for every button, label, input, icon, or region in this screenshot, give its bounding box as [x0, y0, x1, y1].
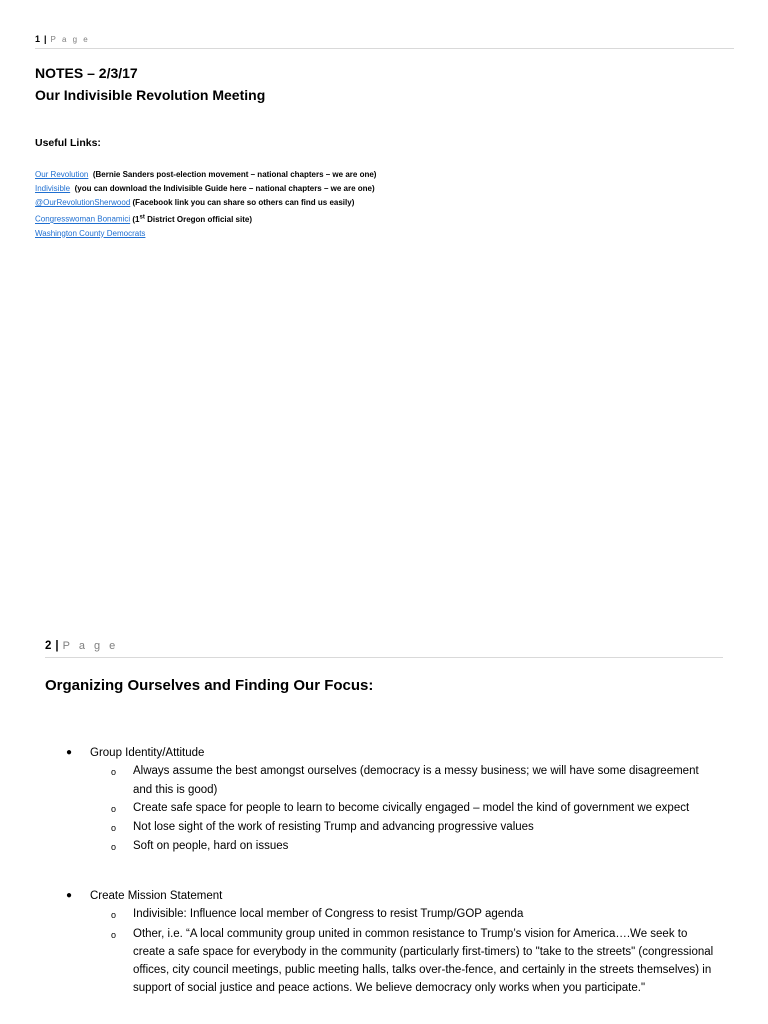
page-word: P a g e	[50, 35, 90, 44]
page-separator: |	[44, 34, 47, 44]
sub-item-text: Other, i.e. “A local community group united in common resistance to Trump’s vision for America….We seek to create a safe space for everybody in the community (particularly first-timers) to "take to the streets" (congressional offices, city council meetings, public meeting halls, talks over-the-fence, and certainly in the streets themselves) in support of social justice and peace actions. We believe democracy only works when you participate."	[133, 927, 714, 995]
bullet-label: Group Identity/Attitude	[90, 747, 205, 759]
bullet-group-identity	[66, 744, 716, 857]
link-row-washington-county	[35, 227, 376, 241]
circle-bullet-icon: o	[111, 929, 117, 940]
congresswoman-bonamici-link[interactable]: Congresswoman Bonamici	[35, 214, 131, 224]
page-number: 2	[45, 640, 52, 652]
circle-bullet-icon: o	[111, 910, 117, 921]
our-revolution-link[interactable]: Our Revolution	[35, 170, 89, 179]
page-header	[35, 34, 90, 44]
notes-title: NOTES – 2/3/17	[35, 65, 138, 81]
page-separator: |	[55, 640, 59, 652]
page-2	[0, 620, 768, 1024]
link-row-congresswoman	[35, 210, 376, 227]
bullet-dot-icon: ●	[66, 747, 73, 758]
facebook-page-link[interactable]: @OurRevolutionSherwood	[35, 198, 131, 207]
page-header	[45, 640, 118, 652]
page-number: 1	[35, 34, 41, 44]
ordinal-suffix: st	[139, 214, 145, 220]
circle-bullet-icon: o	[111, 803, 117, 814]
sub-item-text: Create safe space for people to learn to become civically engaged – model the kind of government we expect	[133, 801, 690, 814]
useful-links-list	[35, 168, 376, 241]
page-word: P a g e	[62, 640, 119, 652]
sub-item	[111, 905, 716, 924]
useful-links-heading: Useful Links:	[35, 137, 101, 149]
link-description-post: District Oregon official site)	[144, 214, 252, 224]
sub-item-text: Soft on people, hard on issues	[133, 840, 289, 853]
link-row-our-revolution	[35, 168, 376, 182]
header-rule	[45, 657, 723, 658]
link-description: (Bernie Sanders post-election movement – national chapters – we are one)	[92, 170, 377, 179]
indivisible-link[interactable]: Indivisible	[35, 184, 71, 193]
meeting-title: Our Indivisible Revolution Meeting	[35, 87, 266, 103]
link-row-indivisible	[35, 182, 376, 196]
sub-item-text: Indivisible: Influence local member of Congress to resist Trump/GOP agenda	[133, 908, 524, 921]
link-description-pre: (1	[132, 214, 140, 224]
sub-item-text: Always assume the best amongst ourselves (democracy is a messy business; we will have some disagreement and this is good)	[133, 765, 699, 796]
link-row-facebook	[35, 196, 376, 210]
sub-item	[111, 818, 716, 837]
link-description: (Facebook link you can share so others can find us easily)	[132, 198, 355, 207]
link-description	[132, 215, 252, 224]
circle-bullet-icon: o	[111, 767, 117, 778]
sub-item-text: Not lose sight of the work of resisting Trump and advancing progressive values	[133, 821, 534, 834]
washington-county-democrats-link[interactable]: Washington County Democrats	[35, 228, 146, 238]
bullet-label: Create Mission Statement	[90, 890, 223, 902]
sub-item	[111, 762, 716, 799]
sub-item	[111, 837, 716, 856]
bullet-mission-statement	[66, 887, 716, 998]
sub-item	[111, 925, 716, 998]
bullet-dot-icon: ●	[66, 890, 73, 901]
section-heading: Organizing Ourselves and Finding Our Focus:	[45, 677, 374, 694]
header-rule	[35, 48, 734, 49]
circle-bullet-icon: o	[111, 823, 117, 834]
sub-item	[111, 799, 716, 818]
link-description: (you can download the Indivisible Guide here – national chapters – we are one)	[74, 184, 375, 193]
circle-bullet-icon: o	[111, 842, 117, 853]
